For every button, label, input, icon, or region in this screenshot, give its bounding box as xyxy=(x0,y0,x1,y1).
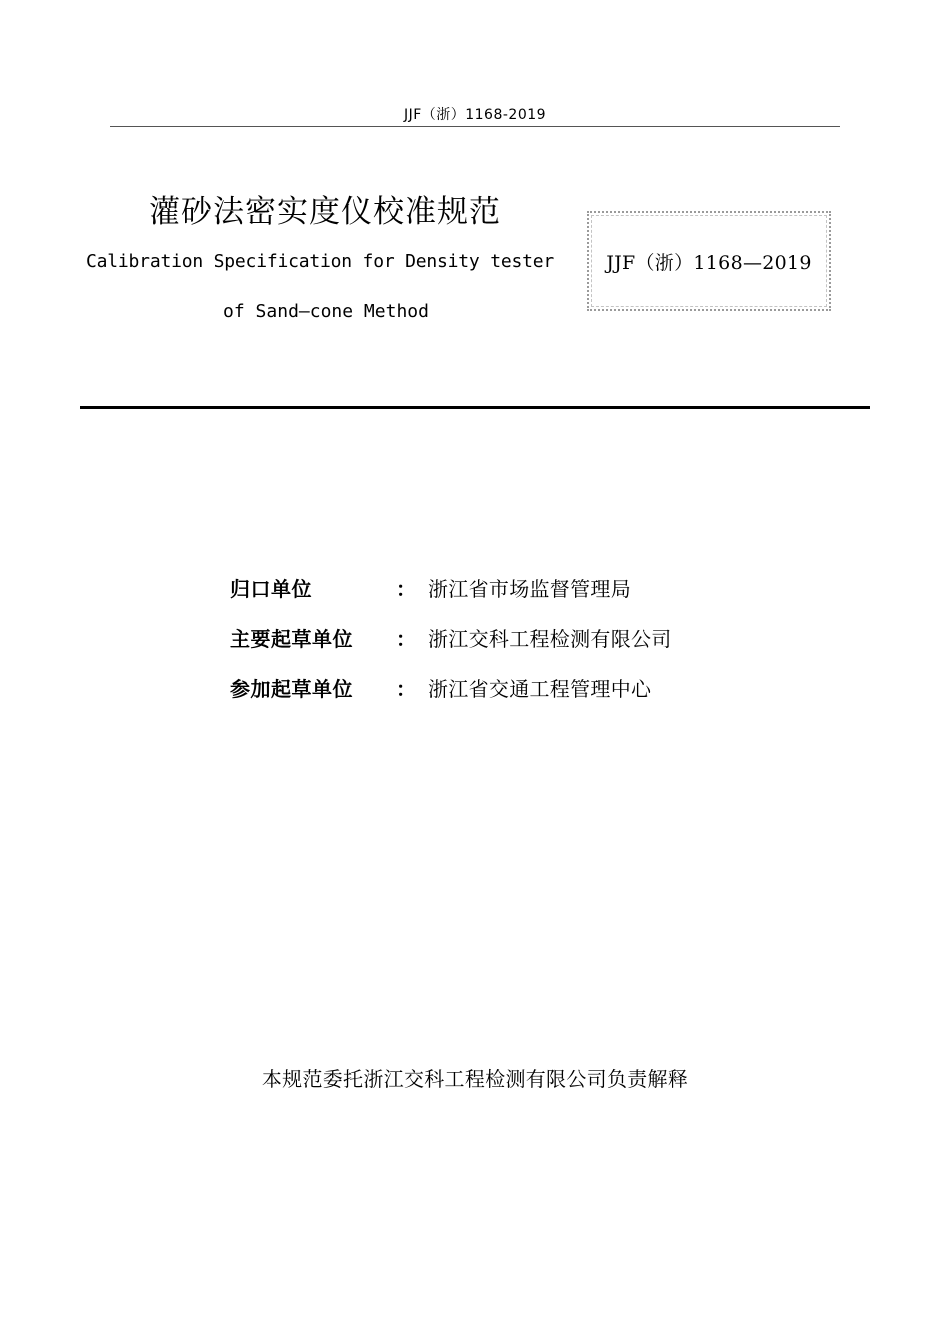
org-row-main-drafting-unit xyxy=(230,624,790,654)
document-title-chinese: 灌砂法密实度仪校准规范 xyxy=(149,194,501,230)
interpretation-note: 本规范委托浙江交科工程检测有限公司负责解释 xyxy=(261,1067,689,1091)
org-colon: ： xyxy=(396,627,416,651)
main-divider xyxy=(80,406,870,409)
document-title-english-line-2: of Sand—cone Method xyxy=(223,301,429,322)
org-row-participating-drafting-unit xyxy=(230,674,790,704)
standard-code-box-text: JJF（浙）1168—2019 xyxy=(606,251,812,274)
org-label: 归口单位 xyxy=(230,577,312,601)
org-value: 浙江省市场监督管理局 xyxy=(428,577,631,601)
org-row-responsible-unit xyxy=(230,574,790,604)
header-standard-code: JJF（浙）1168-2019 xyxy=(403,107,547,123)
org-value: 浙江省交通工程管理中心 xyxy=(428,677,652,701)
document-title-english-line-1: Calibration Specification for Density tester xyxy=(86,251,555,272)
org-colon: ： xyxy=(396,577,416,601)
org-label: 参加起草单位 xyxy=(230,677,353,701)
org-label: 主要起草单位 xyxy=(230,627,353,651)
org-value: 浙江交科工程检测有限公司 xyxy=(428,627,672,651)
standard-code-box xyxy=(587,211,831,311)
org-colon: ： xyxy=(396,677,416,701)
header-divider xyxy=(110,126,840,127)
